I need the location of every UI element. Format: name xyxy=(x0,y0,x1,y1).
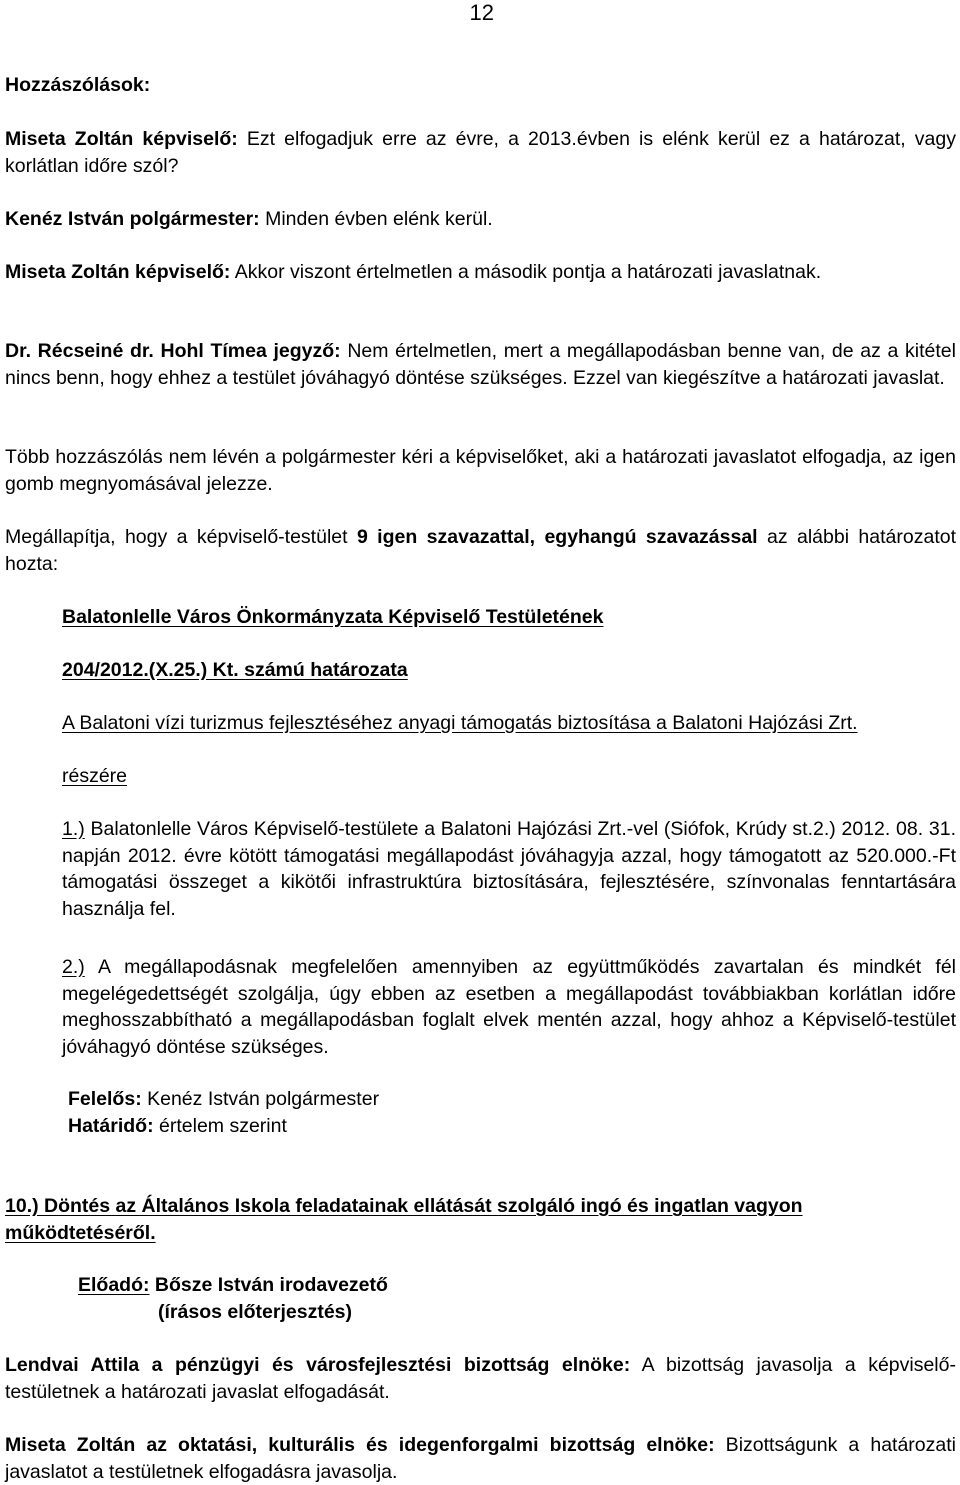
paragraph-text: Akkor viszont értelmetlen a második pontja a határozati javaslatnak. xyxy=(230,261,822,283)
resolution-number: 204/2012.(X.25.) Kt. számú határozata xyxy=(62,659,408,681)
vote-count: 9 igen szavazattal, egyhangú szavazással xyxy=(356,526,758,548)
paragraph-text: Nem értelmetlen, mert a megállapodásban benne van, de az a kitétel nincs benn, hogy ehhez a testület jóváhagyó döntése szükséges. Ezzel van kiegészítve a határozati javaslat. xyxy=(5,340,956,389)
presenter-line xyxy=(78,1272,960,1299)
point-number: 2.) xyxy=(62,956,85,978)
deadline-line xyxy=(68,1113,960,1140)
vote-text-end: az alábbi határozatot hozta: xyxy=(5,526,956,575)
paragraph-lendvai xyxy=(5,1352,956,1405)
paragraph-miseta-2 xyxy=(5,259,956,286)
paragraph-vote-result xyxy=(5,524,956,577)
resolution-body: Balatonlelle Város Önkormányzata Képviselő Testületének xyxy=(62,606,604,628)
presenter-label: Előadó: xyxy=(78,1274,150,1296)
speaker-name: Dr. Récseiné dr. Hohl Tímea jegyző: xyxy=(5,340,341,362)
paragraph-text: Minden évben elénk kerül. xyxy=(259,208,493,230)
paragraph-text: Bizottságunk a határozati javaslatot a testületnek elfogadásra javasolja. xyxy=(5,1434,956,1483)
speaker-name: Miseta Zoltán képviselő: xyxy=(5,128,238,150)
paragraph-vote-call: Több hozzászólás nem lévén a polgármester kéri a képviselőket, aki a határozati javaslatot elfogadja, az igen gomb megnyomásával jelezze. xyxy=(5,446,956,495)
speaker-name: Lendvai Attila a pénzügyi és városfejlesztési bizottság elnöke: xyxy=(5,1354,631,1376)
vote-text: Megállapítja, hogy a képviselő-testület xyxy=(5,526,357,548)
responsible-value: Kenéz István polgármester xyxy=(141,1088,380,1110)
paragraph-miseta-1 xyxy=(5,126,956,179)
paragraph-miseta-3 xyxy=(5,1432,956,1485)
responsible-line xyxy=(68,1086,960,1113)
speaker-name: Miseta Zoltán az oktatási, kulturális és idegenforgalmi bizottság elnöke: xyxy=(5,1434,715,1456)
resolution-point-1 xyxy=(62,816,956,922)
responsible-label: Felelős: xyxy=(68,1088,142,1110)
speaker-name: Miseta Zoltán képviselő: xyxy=(5,261,231,283)
deadline-value: értelem szerint xyxy=(153,1115,287,1137)
point-number: 1.) xyxy=(62,818,85,840)
resolution-subject-cont: részére xyxy=(62,765,128,787)
presenter-value: Bősze István irodavezető xyxy=(149,1274,388,1296)
point-text: Balatonlelle Város Képviselő-testülete a Balatoni Hajózási Zrt.-vel (Siófok, Krúdy st.2.) 2012. 08. 31. napján 2012. évre kötött támogatási megállapodást jóváhagyja azzal, hogy támogatott az 520.000.-Ft támogatási összeget a kikötői infrastruktúra biztosítására, fejlesztésére, színvonalas fenntartására használja fel. xyxy=(62,818,956,920)
agenda-item-title: 10.) Döntés az Általános Iskola feladatainak ellátását szolgáló ingó és ingatlan vagyon működtetéséről. xyxy=(5,1195,803,1244)
page-number: 12 xyxy=(469,0,494,25)
paragraph-text: Ezt elfogadjuk erre az évre, a 2013.évben is elénk kerül ez a határozat, vagy korlátlan időre szól? xyxy=(5,128,956,177)
paragraph-jegyzo xyxy=(5,338,956,391)
resolution-subject: A Balatoni vízi turizmus fejlesztéséhez anyagi támogatás biztosítása a Balatoni Hajózási Zrt. xyxy=(62,712,858,734)
resolution-point-2 xyxy=(62,954,956,1060)
section-heading: Hozzászólások: xyxy=(5,74,151,96)
presenter-note: (írásos előterjesztés) xyxy=(158,1301,353,1323)
speaker-name: Kenéz István polgármester: xyxy=(5,208,260,230)
paragraph-kenez xyxy=(5,206,956,233)
deadline-label: Határidő: xyxy=(68,1115,154,1137)
paragraph-text: A bizottság javasolja a képviselő-testületnek a határozati javaslat elfogadását. xyxy=(5,1354,956,1403)
point-text: A megállapodásnak megfelelően amennyiben az együttműködés zavartalan és mindkét fél megelégedettségét szolgálja, úgy ebben az esetben a megállapodást továbbiakban korlátlan időre meghosszabbítható a megállapodásban foglalt elvek mentén azzal, hogy ahhoz a Képviselő-testület jóváhagyó döntése szükséges. xyxy=(62,956,956,1058)
